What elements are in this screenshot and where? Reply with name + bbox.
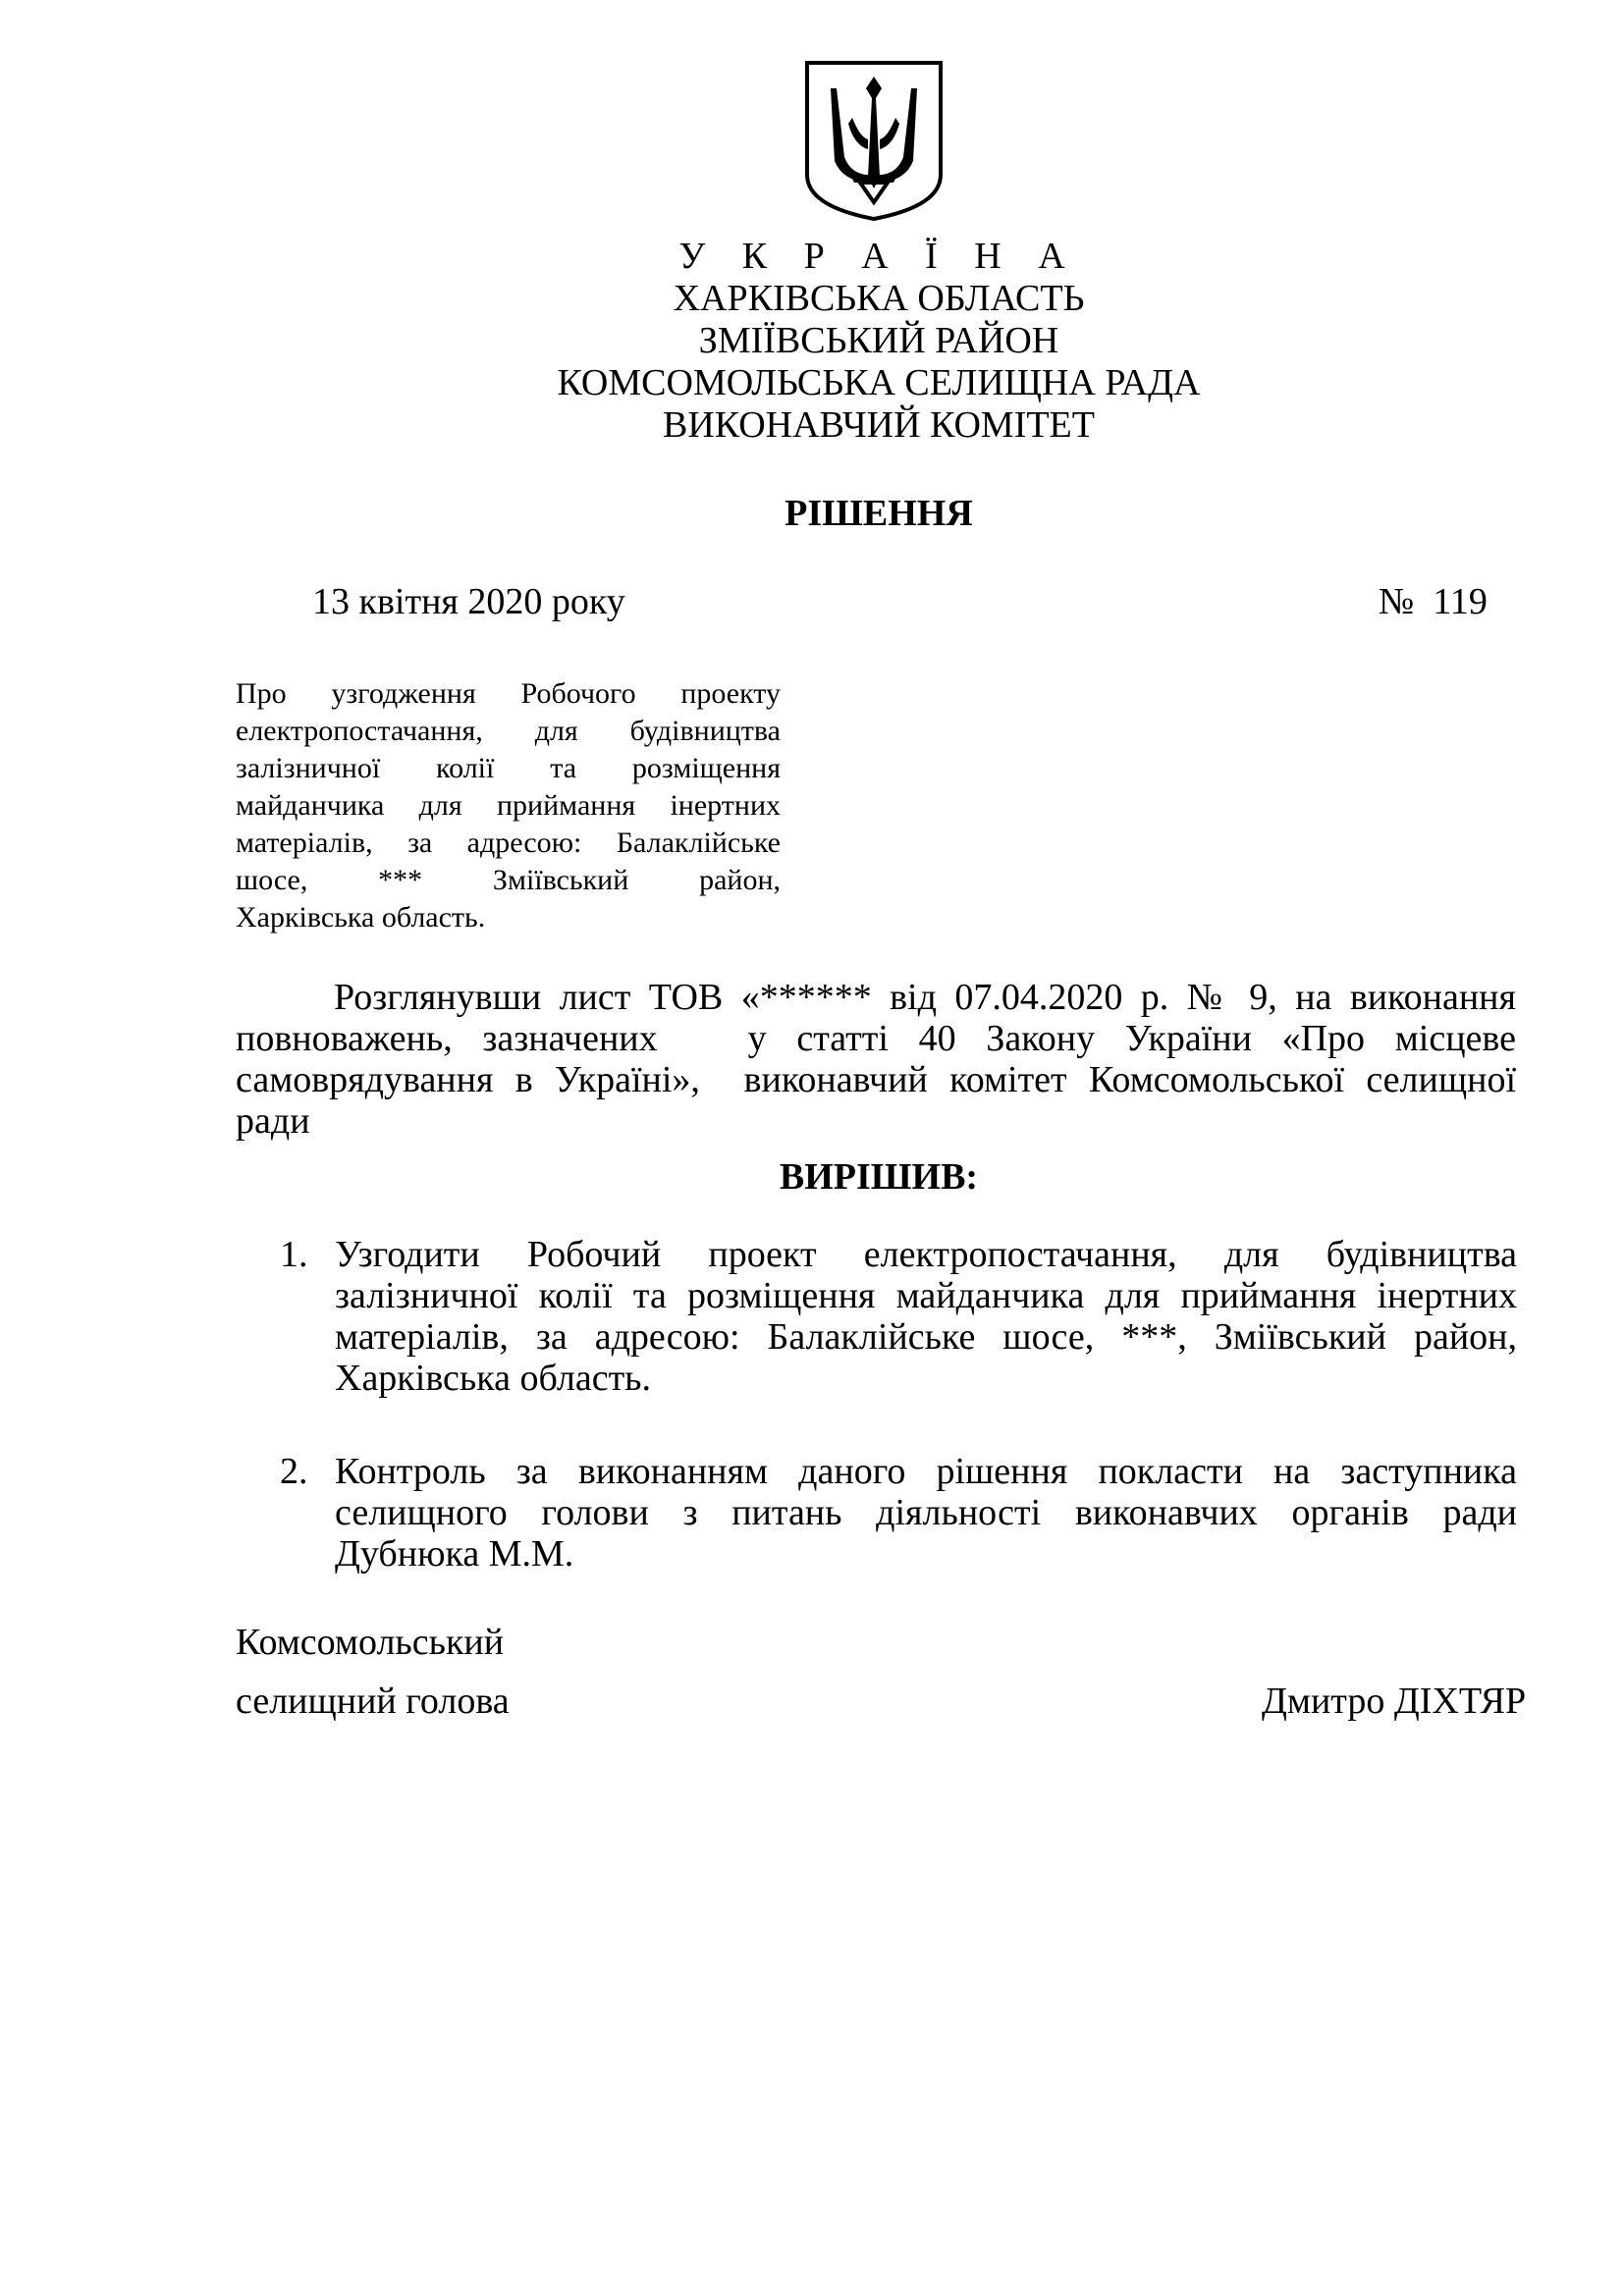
document-title: РІШЕННЯ xyxy=(785,493,973,534)
header-district: ЗМІЇВСЬКИЙ РАЙОН xyxy=(698,320,1059,361)
item-line: Харківська область. xyxy=(335,1358,652,1399)
preamble-line: Розглянувши лист ТОВ «****** від 07.04.2020 р. № 9, на виконання xyxy=(334,977,1516,1018)
subject-line: майданчика для приймання інертних xyxy=(236,789,781,822)
header-country: У К Р А Ї Н А xyxy=(678,236,1079,277)
item-text xyxy=(335,1451,1517,1575)
subject-line: залізничної колії та розміщення xyxy=(236,752,781,784)
document-date: 13 квітня 2020 року xyxy=(312,581,625,622)
decided-heading: ВИРІШИВ: xyxy=(779,1156,979,1198)
subject-line: Харківська область. xyxy=(236,901,486,934)
subject-line: Про узгодження Робочого проекту xyxy=(236,677,781,710)
item-line: залізничної колії та розміщення майданчика для приймання інертних xyxy=(335,1275,1517,1316)
item-text xyxy=(335,1234,1517,1399)
preamble-line: повноважень, зазначених у статті 40 Закону України «Про місцеве xyxy=(236,1018,1516,1059)
signatory-position-line-1: Комсомольський xyxy=(236,1622,505,1663)
header-region: ХАРКІВСЬКА ОБЛАСТЬ xyxy=(673,278,1085,319)
item-line: селищного голови з питань діяльності виконавчих органів ради xyxy=(335,1492,1517,1533)
subject-line: шосе, *** Зміївський район, xyxy=(236,864,781,896)
subject-line: матеріалів, за адресою: Балаклійське xyxy=(236,827,781,859)
document-number: № 119 xyxy=(1379,581,1488,622)
header-council: КОМСОМОЛЬСЬКА СЕЛИЩНА РАДА xyxy=(557,362,1201,403)
subject-line: електропостачання, для будівництва xyxy=(236,715,781,747)
signatory-name: Дмитро ДІХТЯР xyxy=(1262,1681,1527,1722)
preamble-line: самоврядування в Україні», виконавчий комітет Комсомольської селищної xyxy=(236,1059,1516,1100)
item-number: 1. xyxy=(280,1234,308,1275)
item-number: 2. xyxy=(280,1451,308,1492)
item-line: матеріалів, за адресою: Балаклійське шосе, ***, Зміївський район, xyxy=(335,1316,1517,1358)
header-committee: ВИКОНАВЧИЙ КОМІТЕТ xyxy=(663,404,1095,446)
coat-of-arms-of-ukraine-icon xyxy=(803,59,945,222)
item-line: Контроль за виконанням даного рішення покласти на заступника xyxy=(335,1451,1517,1492)
preamble-line: ради xyxy=(236,1100,310,1142)
preamble-paragraph xyxy=(236,977,1516,1142)
signatory-position-line-2: селищний голова xyxy=(236,1681,510,1722)
item-line: Узгодити Робочий проект електропостачання, для будівництва xyxy=(335,1234,1517,1275)
item-line: Дубнюка М.М. xyxy=(335,1533,574,1575)
decision-subject xyxy=(236,675,781,936)
